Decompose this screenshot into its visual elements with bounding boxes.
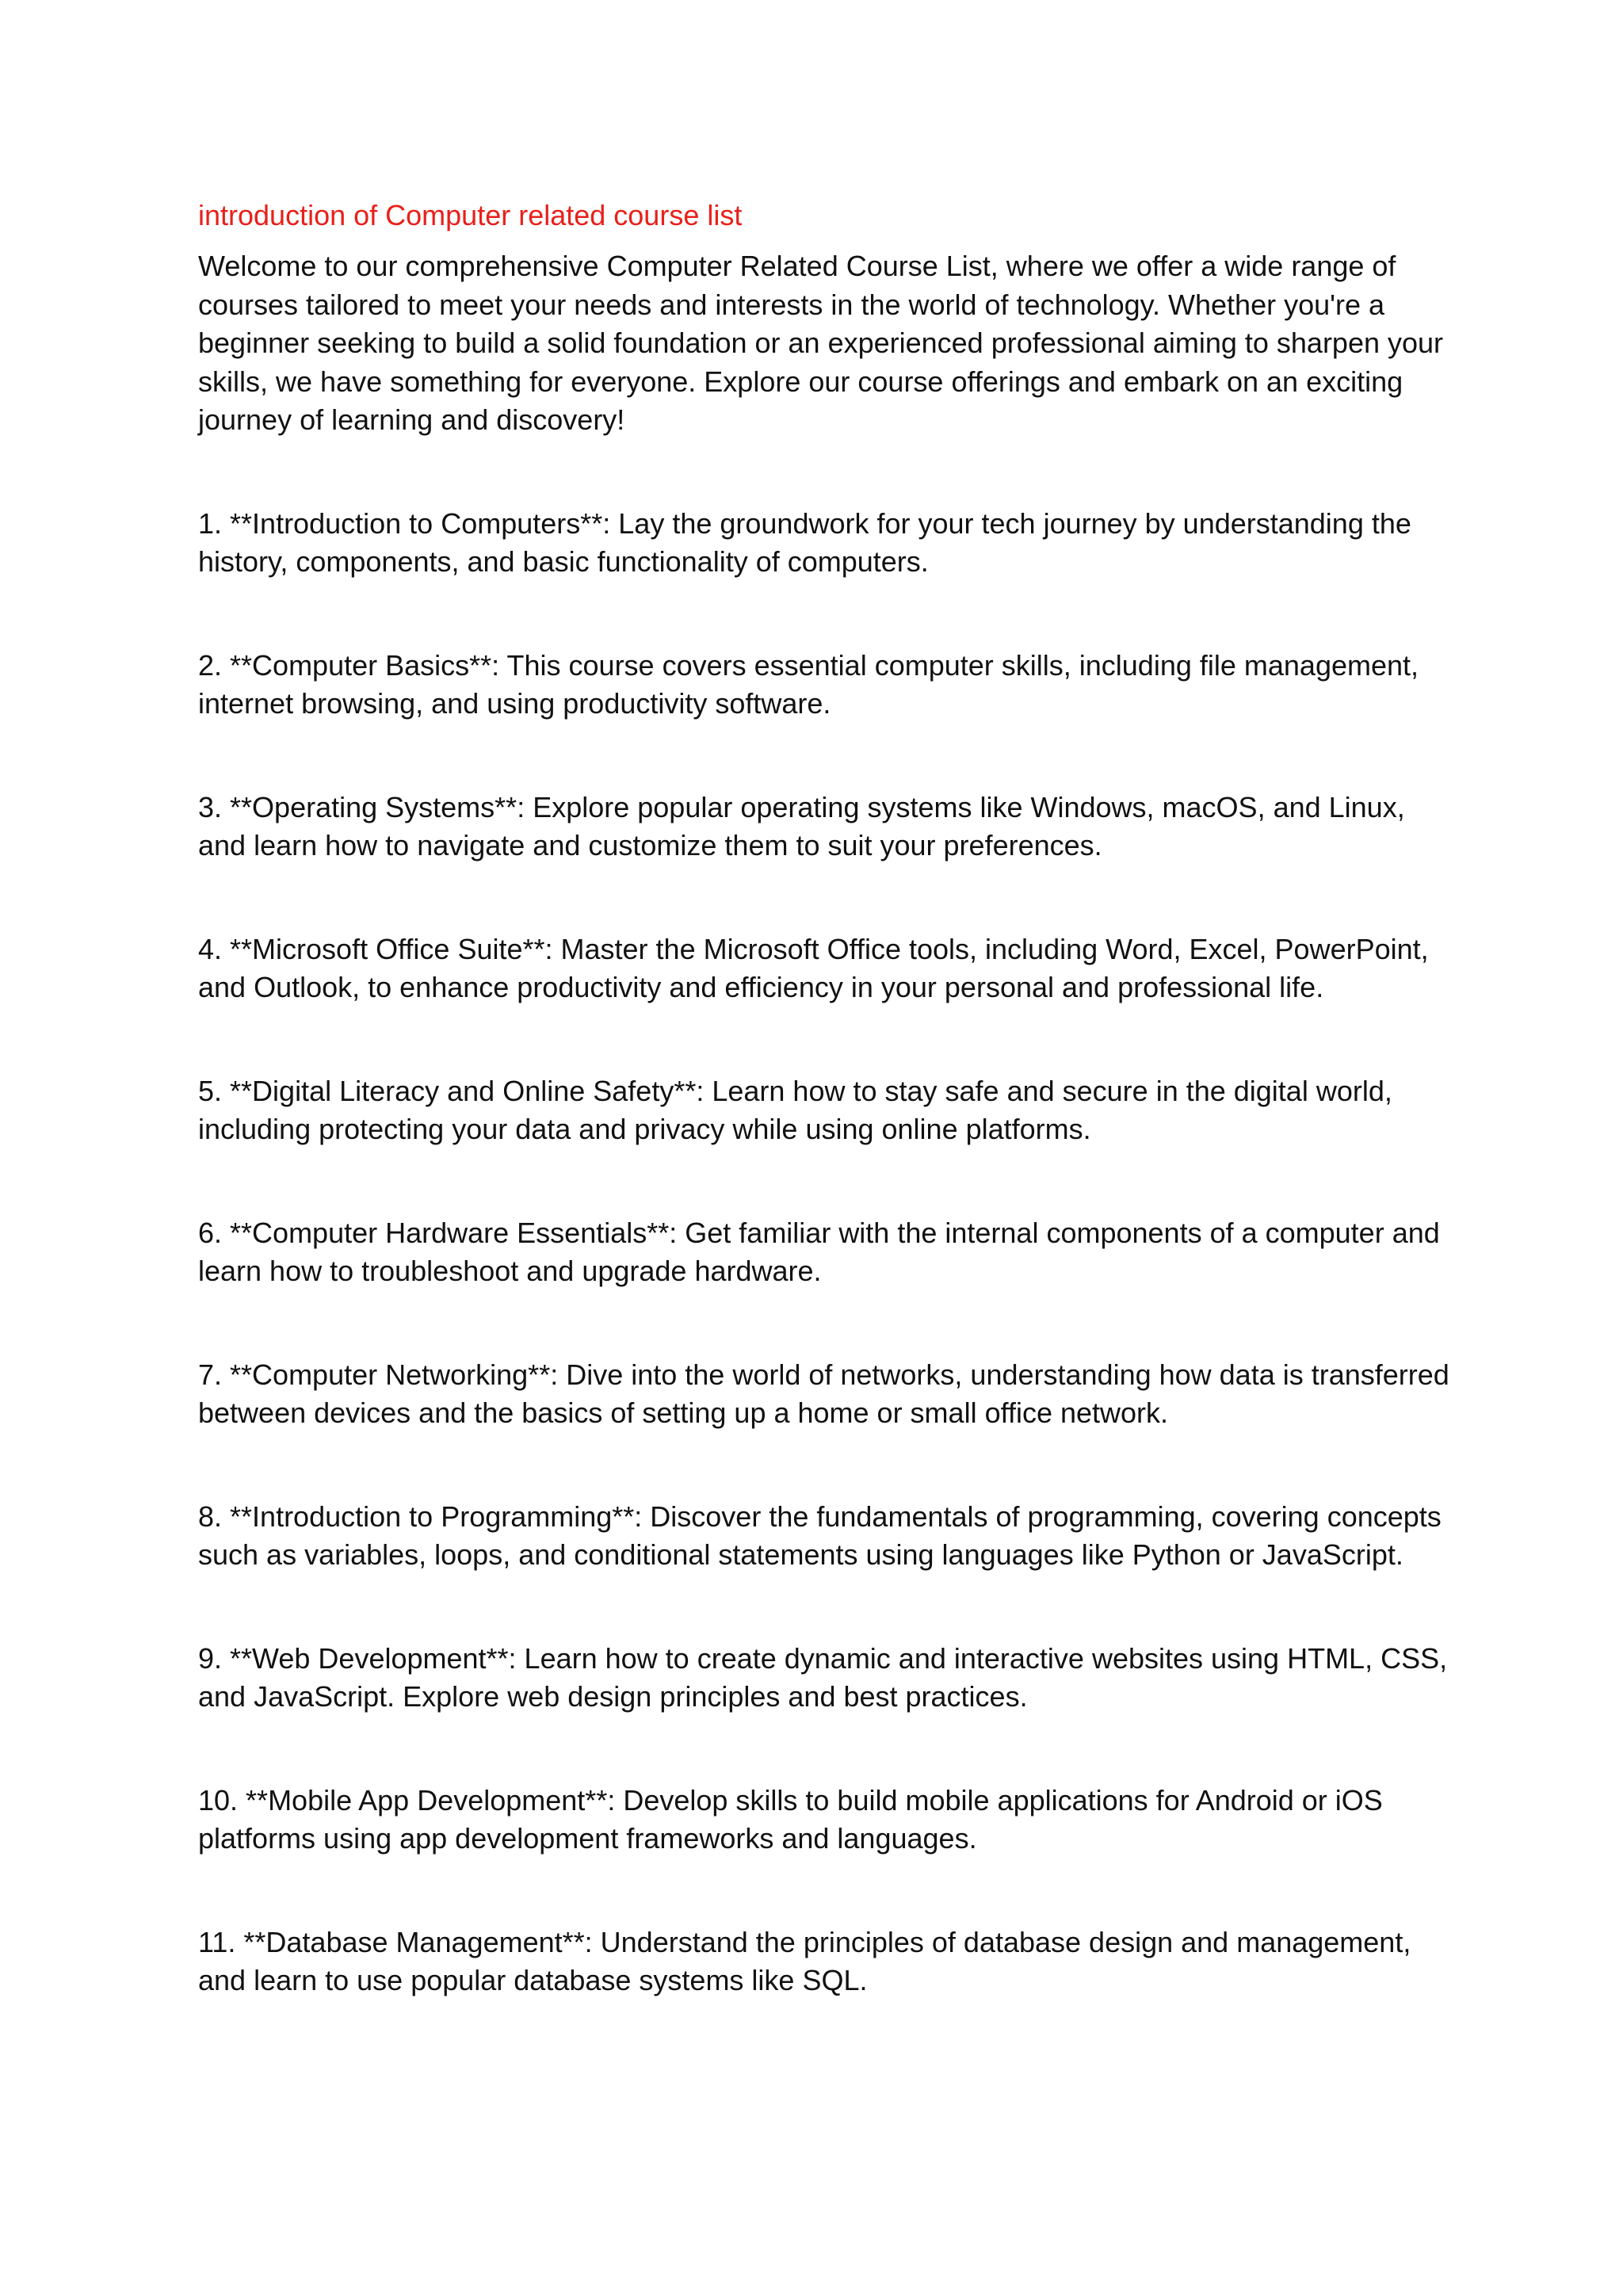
course-item: 5. **Digital Literacy and Online Safety**: Learn how to stay safe and secure in the digital world, including protecting your data and privacy while using online platforms. [198,1074,1392,1145]
course-item: 10. **Mobile App Development**: Develop skills to build mobile applications for Android or iOS platforms using app development frameworks and languages. [198,1783,1383,1855]
course-item: 9. **Web Development**: Learn how to create dynamic and interactive websites using HTML, CSS, and JavaScript. Explore web design principles and best practices. [198,1641,1448,1713]
intro-paragraph: Welcome to our comprehensive Computer Related Course List, where we offer a wide range of courses tailored to meet your needs and interests in the world of technology. Whether you're a beginner seeking to build a solid foundation or an experienced professional aiming to sharpen your skills, we have something for everyone. Explore our course offerings and embark on an exciting journey of learning and discovery! [198,250,1444,436]
document-content [198,197,1458,2000]
document-title: introduction of Computer related course list [198,199,743,231]
course-item: 1. **Introduction to Computers**: Lay the groundwork for your tech journey by understanding the history, components, and basic functionality of computers. [198,506,1411,578]
course-list [198,440,1458,2000]
course-item: 8. **Introduction to Programming**: Discover the fundamentals of programming, covering concepts such as variables, loops, and conditional statements using languages like Python or JavaScript. [198,1499,1442,1571]
course-item: 6. **Computer Hardware Essentials**: Get familiar with the internal components of a computer and learn how to troubleshoot and upgrade hardware. [198,1216,1440,1287]
course-item: 7. **Computer Networking**: Dive into the world of networks, understanding how data is transferred between devices and the basics of setting up a home or small office network. [198,1358,1449,1429]
course-item: 3. **Operating Systems**: Explore popular operating systems like Windows, macOS, and Linux, and learn how to navigate and customize them to suit your preferences. [198,790,1405,861]
course-item: 11. **Database Management**: Understand the principles of database design and management, and learn to use popular database systems like SQL. [198,1925,1411,1996]
course-item: 2. **Computer Basics**: This course covers essential computer skills, including file management, internet browsing, and using productivity software. [198,648,1419,720]
course-item: 4. **Microsoft Office Suite**: Master the Microsoft Office tools, including Word, Excel, PowerPoint, and Outlook, to enhance productivity and efficiency in your personal and professional life. [198,932,1429,1003]
